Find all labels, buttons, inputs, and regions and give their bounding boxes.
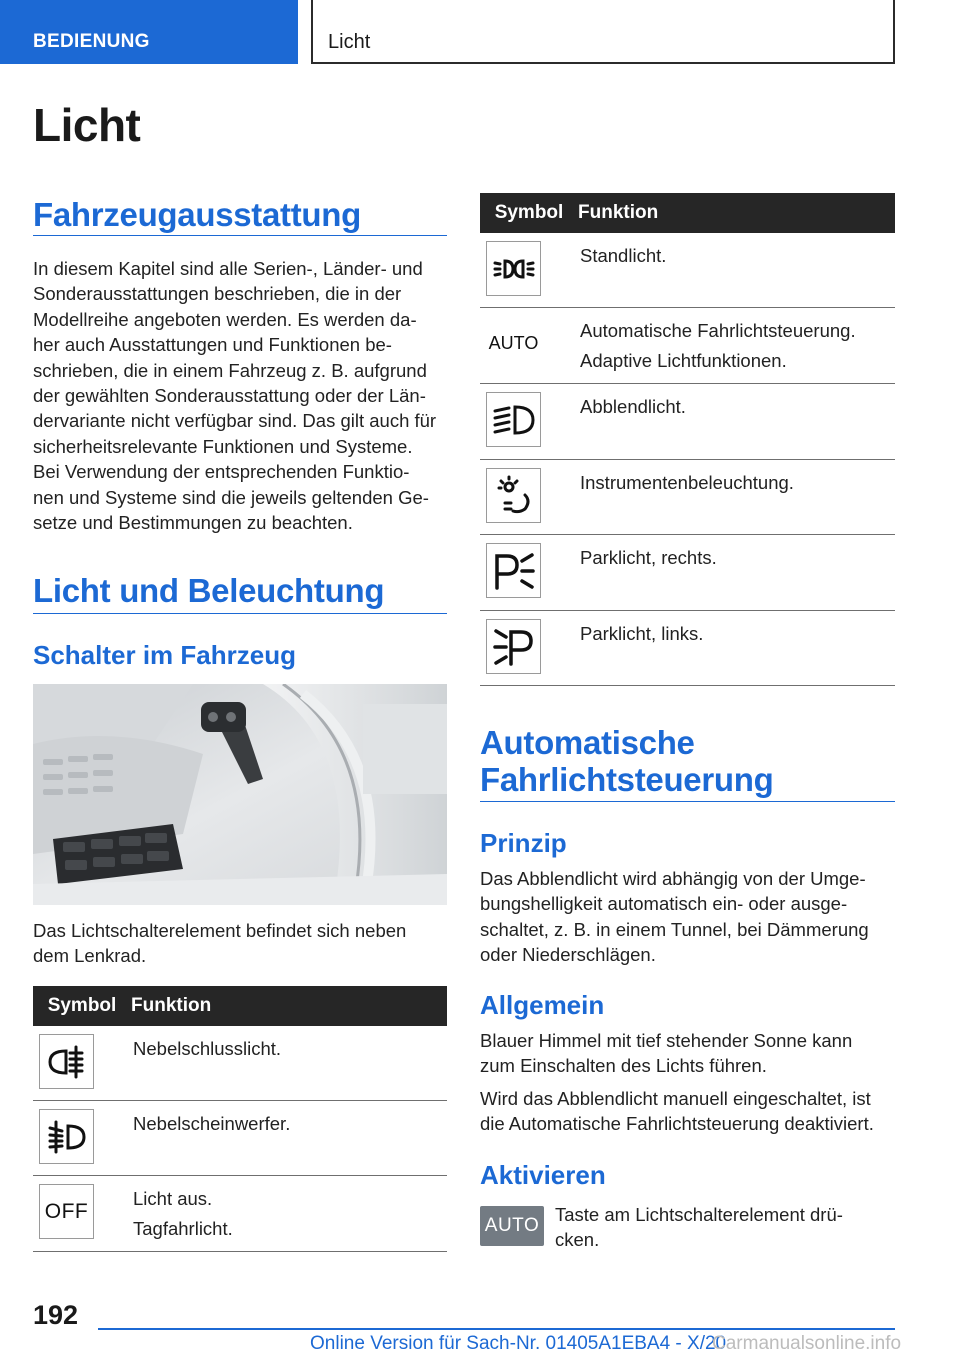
table-row <box>480 535 895 611</box>
table-row <box>480 460 895 535</box>
column-function: Funktion <box>578 202 659 223</box>
intro-paragraph: In diesem Kapitel sind alle Serien-, Länder- und Sonderausstattungen beschrieben, die in der Modellreihe angeboten werden. Es werden da- her auch Ausstattungen und Funktionen be- schrieben, die in einem Fahrzeug z. B. aufgrund der gewählten Sonderausstattung oder der Län- dervariante nicht verfügbar sind. Das gilt auch für sicherheitsrelevante Funktionen und Systeme. Bei Verwendung der entsprechenden Funktio- nen und Systeme sind die jeweils geltenden Ge- setze und Bestimmungen zu beachten. <box>33 258 437 534</box>
heading-licht-und-beleuchtung: Licht und Beleuchtung <box>33 572 447 614</box>
function-cell: Nebelscheinwerfer. <box>133 1113 291 1134</box>
front-fog-light-icon <box>39 1109 94 1164</box>
right-symbol-table <box>480 193 895 686</box>
heading-aktivieren: Aktivieren <box>480 1160 606 1190</box>
table-row <box>480 384 895 460</box>
general-paragraph-1: Blauer Himmel mit tief stehender Sonne kann zum Einschalten des Lichts führen. <box>480 1030 853 1077</box>
heading-schalter: Schalter im Fahrzeug <box>33 640 296 670</box>
table-header <box>33 986 447 1026</box>
table-row <box>480 233 895 308</box>
auto-button-icon: AUTO <box>480 1206 544 1246</box>
column-symbol: Symbol <box>47 995 117 1016</box>
rear-fog-light-icon <box>39 1034 94 1089</box>
footer-rule <box>98 1328 895 1330</box>
function-cell: Standlicht. <box>580 245 667 266</box>
function-cell: Parklicht, links. <box>580 623 704 644</box>
table-row <box>480 611 895 686</box>
low-beam-icon <box>486 392 541 447</box>
principle-paragraph: Das Abblendlicht wird abhängig von der Umge- bungshelligkeit automatisch ein- oder ausge- schaltet, z. B. in einem Tunnel, bei Dämmerung oder Niederschlägen. <box>480 868 869 966</box>
light-switch-photo <box>33 684 447 905</box>
function-cell: Abblendlicht. <box>580 396 686 417</box>
page-title-tab: Licht <box>311 0 895 64</box>
function-cell: Automatische Fahrlichtsteuerung. Adaptive Lichtfunktionen. <box>580 320 856 371</box>
column-function: Funktion <box>131 995 212 1016</box>
page-number: 192 <box>33 1300 79 1330</box>
switch-caption: Das Lichtschalterelement befindet sich neben dem Lenkrad. <box>33 920 407 967</box>
table-row <box>33 1101 447 1176</box>
function-cell: Instrumentenbeleuchtung. <box>580 472 794 493</box>
parking-light-left-icon <box>486 619 541 674</box>
function-cell: Parklicht, rechts. <box>580 547 717 568</box>
column-symbol: Symbol <box>494 202 564 223</box>
function-cell: Nebelschlusslicht. <box>133 1038 282 1059</box>
table-row <box>33 1026 447 1101</box>
heading-prinzip: Prinzip <box>480 828 567 858</box>
parking-light-right-icon <box>486 543 541 598</box>
heading-allgemein: Allgemein <box>480 990 605 1020</box>
general-paragraph-2: Wird das Abblendlicht manuell eingeschaltet, ist die Automatische Fahrlichtsteuerung deaktiviert. <box>480 1088 874 1135</box>
section-tab: BEDIENUNG <box>0 0 298 64</box>
heading-automatische-fahrlichtsteuerung: Automatische Fahrlichtsteuerung <box>480 724 895 802</box>
table-header <box>480 193 895 233</box>
watermark: Carmanualsonline.info <box>712 1333 902 1354</box>
page-title: Licht <box>33 99 141 151</box>
off-icon: OFF <box>39 1184 94 1239</box>
auto-icon: AUTO <box>486 316 541 371</box>
table-row <box>480 308 895 384</box>
function-cell: Licht aus. Tagfahrlicht. <box>133 1188 233 1239</box>
left-symbol-table <box>33 986 447 1252</box>
activate-paragraph: Taste am Lichtschalterelement drü- cken. <box>555 1204 843 1251</box>
side-light-icon <box>486 241 541 296</box>
table-row <box>33 1176 447 1252</box>
heading-fahrzeugausstattung: Fahrzeugausstattung <box>33 196 447 236</box>
footer-text: Online Version für Sach-Nr. 01405A1EBA4 - X/20 <box>310 1333 727 1354</box>
instrument-lighting-icon <box>486 468 541 523</box>
